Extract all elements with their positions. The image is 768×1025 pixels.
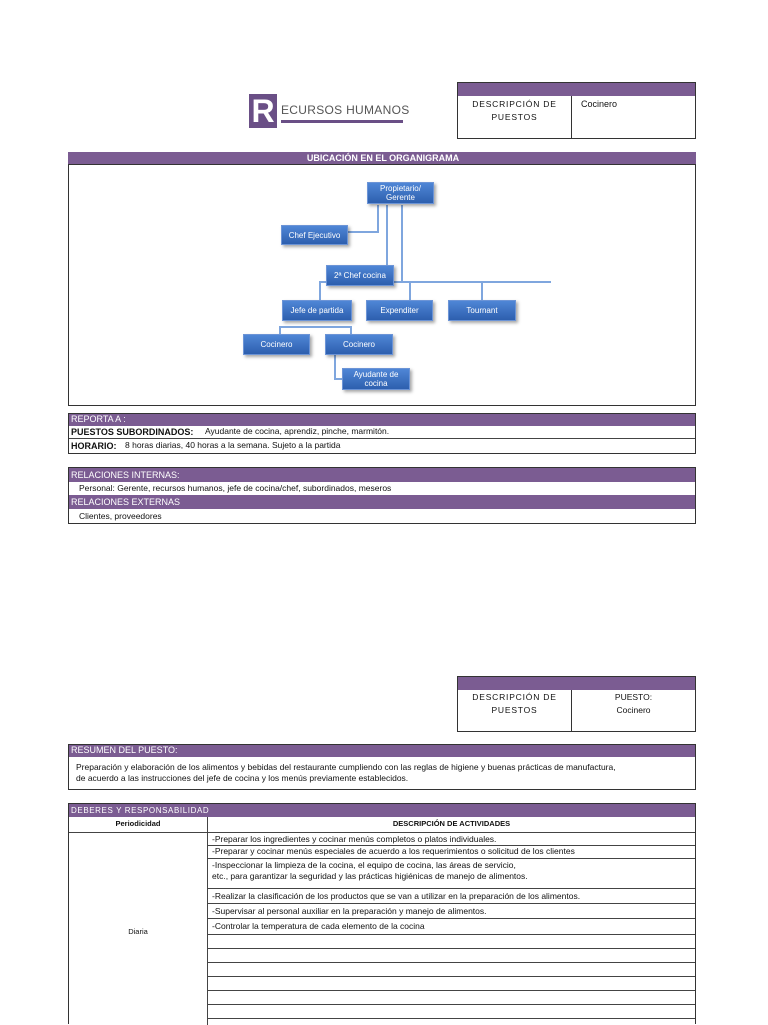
org-chart-area bbox=[68, 164, 696, 406]
connector bbox=[279, 326, 281, 334]
task-3b: etc., para garantizar la seguridad y las prácticas higiénicas de manejo de alimentos. bbox=[212, 871, 528, 881]
row-divider bbox=[207, 990, 695, 991]
header2-label-line2: PUESTOS bbox=[491, 705, 538, 715]
connector bbox=[481, 281, 483, 300]
reporta-title: REPORTA A : bbox=[69, 414, 695, 426]
relaciones-internas-title: RELACIONES INTERNAS: bbox=[69, 468, 695, 482]
relaciones-section bbox=[68, 467, 696, 524]
task-2: -Preparar y cocinar menús especiales de acuerdo a los requerimientos o solicitud de los clientes bbox=[212, 846, 575, 856]
row-divider bbox=[207, 948, 695, 949]
task-4: -Realizar la clasificación de los productos que se van a utilizar en la preparación de los alimentos. bbox=[212, 891, 581, 901]
header2-puesto bbox=[572, 691, 695, 717]
org-node-owner-line2: Gerente bbox=[386, 193, 415, 202]
row-divider bbox=[207, 962, 695, 963]
row-divider bbox=[207, 903, 695, 904]
header2-puesto-value: Cocinero bbox=[616, 705, 651, 715]
org-node-ayudante-line1: Ayudante de bbox=[353, 370, 399, 379]
col-divider bbox=[207, 817, 208, 1025]
org-node-cocinero-2: Cocinero bbox=[325, 334, 393, 355]
col-periodicidad-header: Periodicidad bbox=[115, 819, 161, 828]
col-descripcion-header: DESCRIPCIÓN DE ACTIVIDADES bbox=[392, 819, 511, 828]
relaciones-internas-value: Personal: Gerente, recursos humanos, jefe de cocina/chef, subordinados, meseros bbox=[79, 483, 392, 493]
org-node-expenditer: Expenditer bbox=[366, 300, 433, 321]
deberes-section bbox=[68, 803, 696, 1024]
connector bbox=[409, 281, 411, 300]
header-label-line1: DESCRIPCIÓN DE bbox=[472, 99, 557, 109]
connector bbox=[350, 326, 352, 334]
org-node-tournant: Tournant bbox=[448, 300, 516, 321]
resumen-line-2: de acuerdo a las instrucciones del jefe de cocina y los menús previamente establecidos. bbox=[76, 773, 409, 783]
logo-underline bbox=[281, 120, 403, 123]
resumen-section bbox=[68, 744, 696, 790]
org-node-chef-ejecutivo: Chef Ejecutivo bbox=[281, 225, 348, 245]
header-label-line2: PUESTOS bbox=[491, 112, 538, 122]
header-box-1 bbox=[457, 82, 696, 139]
relaciones-externas-title: RELACIONES EXTERNAS bbox=[69, 495, 695, 509]
org-node-ayudante-line2: cocina bbox=[364, 379, 388, 388]
org-node-ayudante bbox=[342, 368, 410, 390]
org-node-jefe-partida: Jefe de partida bbox=[282, 300, 352, 321]
logo-mark: R bbox=[249, 94, 277, 128]
logo-text: ECURSOS HUMANOS bbox=[281, 103, 410, 117]
relaciones-externas-value: Clientes, proveedores bbox=[79, 511, 162, 521]
header-box-2 bbox=[457, 676, 696, 732]
task-3a: -Inspeccionar la limpieza de la cocina, el equipo de cocina, las áreas de servicio, bbox=[212, 860, 516, 870]
header2-label-line1: DESCRIPCIÓN DE bbox=[472, 692, 557, 702]
header-box-1-bar bbox=[458, 83, 695, 96]
row-divider bbox=[207, 1018, 695, 1019]
connector bbox=[386, 205, 388, 271]
header-box-1-divider bbox=[571, 96, 572, 138]
row-divider bbox=[207, 976, 695, 977]
org-node-cocinero-1: Cocinero bbox=[243, 334, 310, 355]
resumen-title: RESUMEN DEL PUESTO: bbox=[69, 745, 695, 757]
org-node-2-chef: 2ª Chef cocina bbox=[326, 265, 394, 286]
subordinados-label: PUESTOS SUBORDINADOS: bbox=[71, 427, 194, 437]
header-label bbox=[458, 98, 571, 124]
row-divider bbox=[69, 438, 695, 439]
header2-label bbox=[458, 691, 571, 717]
row-divider bbox=[207, 1004, 695, 1005]
connector bbox=[279, 326, 351, 328]
row-divider bbox=[207, 888, 695, 889]
subordinados-value: Ayudante de cocina, aprendiz, pinche, marmitón. bbox=[205, 426, 390, 436]
org-section-title: UBICACIÓN EN EL ORGANIGRAMA bbox=[68, 152, 696, 165]
row-divider bbox=[69, 832, 695, 833]
header-value: Cocinero bbox=[581, 99, 618, 109]
connector bbox=[334, 378, 342, 380]
row-divider bbox=[207, 934, 695, 935]
task-5: -Supervisar al personal auxiliar en la preparación y manejo de alimentos. bbox=[212, 906, 487, 916]
periodicidad-value: Diaria bbox=[128, 927, 148, 936]
header-box-2-bar bbox=[458, 677, 695, 690]
task-6: -Controlar la temperatura de cada elemento de la cocina bbox=[212, 921, 425, 931]
row-divider bbox=[207, 918, 695, 919]
horario-label: HORARIO: bbox=[71, 441, 117, 451]
connector bbox=[334, 355, 336, 379]
org-node-owner-line1: Propietario/ bbox=[380, 184, 421, 193]
row-divider bbox=[207, 858, 695, 859]
task-1: -Preparar los ingredientes y cocinar menús completos o platos individuales. bbox=[212, 834, 497, 844]
connector bbox=[377, 205, 379, 233]
deberes-title: DEBERES Y RESPONSABILIDAD bbox=[69, 804, 695, 817]
connector bbox=[401, 205, 403, 281]
reporta-section bbox=[68, 413, 696, 454]
resumen-line-1: Preparación y elaboración de los alimentos y bebidas del restaurante cumpliendo con las reglas de higiene y buenas prácticas de manufactura, bbox=[76, 762, 616, 772]
horario-value: 8 horas diarias, 40 horas a la semana. Sujeto a la partida bbox=[125, 440, 341, 450]
header2-puesto-label: PUESTO: bbox=[614, 692, 653, 702]
connector bbox=[319, 281, 321, 300]
org-node-owner bbox=[367, 182, 434, 204]
